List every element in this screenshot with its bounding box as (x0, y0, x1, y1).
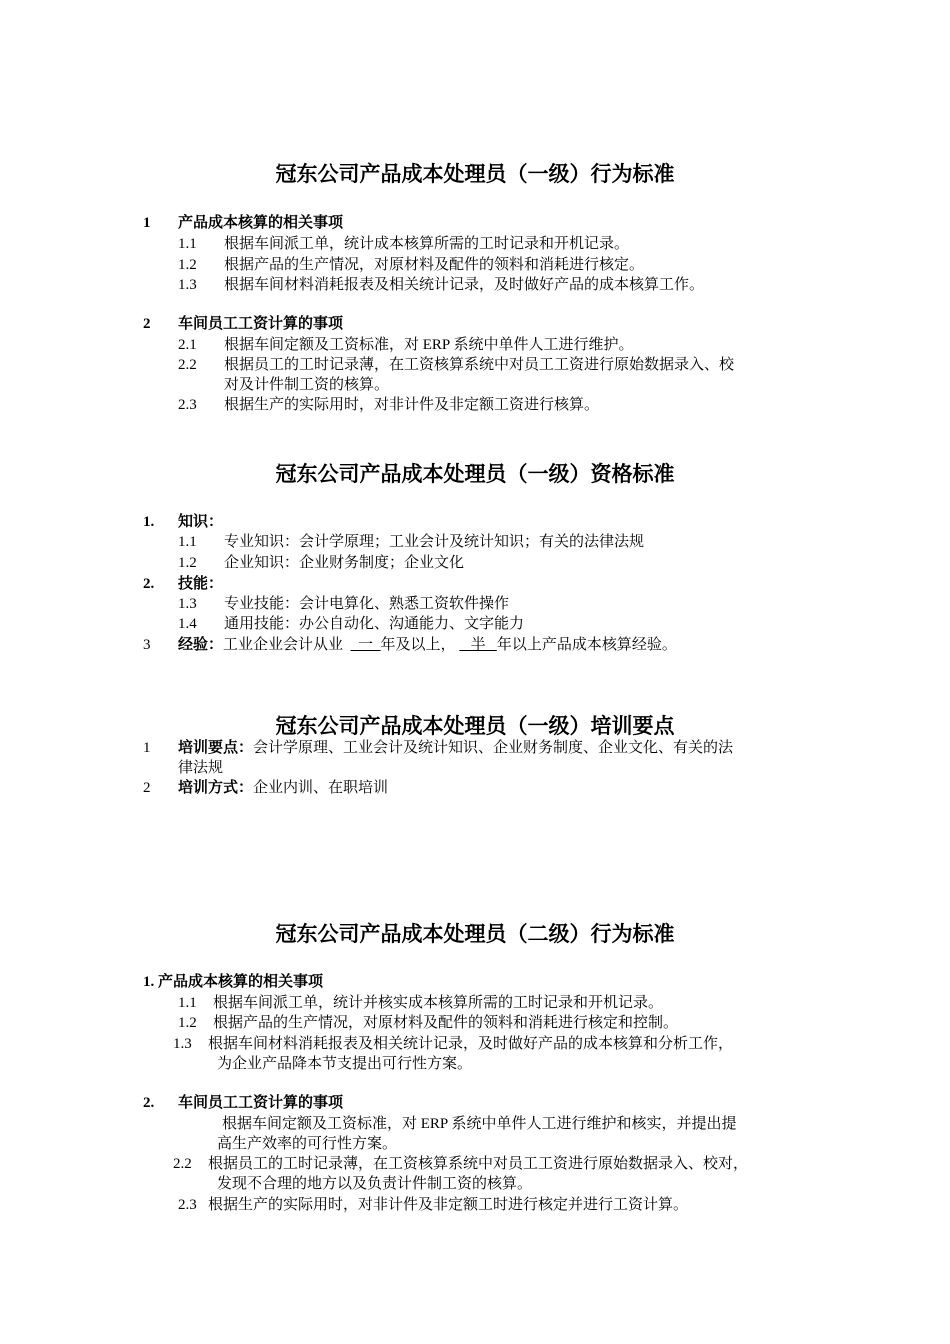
item-text: 根据车间派工单，统计并核实成本核算所需的工时记录和开机记录。 (213, 995, 664, 1011)
group-heading: 产品成本核算的相关事项 (158, 974, 324, 990)
item-number: 1.3 (178, 596, 197, 612)
item-text-continued: 发现不合理的地方以及负责计件制工资的核算。 (217, 1176, 533, 1192)
group-heading: 车间员工工资计算的事项 (178, 316, 344, 332)
group-number: 2. (143, 1095, 155, 1111)
item-number: 1.1 (178, 534, 197, 550)
item-text-continued: 高生产效率的可行性方案。 (217, 1136, 398, 1152)
item-text: 根据产品的生产情况，对原材料及配件的领料和消耗进行核定。 (224, 257, 645, 273)
item-number: 1.2 (178, 257, 197, 273)
section-title: 冠东公司产品成本处理员（一级）资格标准 (275, 462, 675, 486)
item-text: 根据生产的实际用时，对非计件及非定额工时进行核定并进行工资计算。 (208, 1197, 689, 1213)
group-number: 1 (143, 215, 151, 231)
experience-text-a: 工业企业会计从业 (223, 637, 344, 653)
experience-label: 经验： (178, 637, 224, 653)
item-text: 根据车间材料消耗报表及相关统计记录，及时做好产品的成本核算和分析工作， (208, 1036, 734, 1052)
item-text-continued: 为企业产品降本节支提出可行性方案。 (217, 1056, 473, 1072)
item-text: 根据生产的实际用时，对非计件及非定额工资进行核算。 (224, 397, 600, 413)
item-number: 1.4 (178, 616, 197, 632)
item-text: 根据员工的工时记录薄，在工资核算系统中对员工工资进行原始数据录入、校对， (208, 1156, 749, 1172)
experience-line (178, 635, 677, 655)
section-title: 冠东公司产品成本处理员（一级）培训要点 (275, 714, 675, 738)
item-number: 1 (143, 740, 151, 756)
group-number: 1. (143, 974, 155, 990)
item-number: 1.1 (178, 236, 197, 252)
section-title: 冠东公司产品成本处理员（一级）行为标准 (275, 162, 675, 186)
item-text: 根据车间材料消耗报表及相关统计记录，及时做好产品的成本核算工作。 (224, 277, 705, 293)
training-text-continued: 律法规 (178, 760, 224, 776)
training-line (178, 738, 733, 758)
training-text: 企业内训、在职培训 (253, 780, 389, 796)
item-number: 2.1 (178, 337, 197, 353)
group-number: 3 (143, 637, 151, 653)
item-text: 根据车间定额及工资标准，对 ERP 系统中单件人工进行维护。 (224, 337, 634, 353)
item-text: 根据车间派工单，统计成本核算所需的工时记录和开机记录。 (224, 236, 630, 252)
item-number: 2.2 (178, 357, 197, 373)
group-number: 2. (143, 576, 155, 592)
item-number: 2 (143, 780, 151, 796)
group-heading-line (143, 972, 323, 992)
experience-text-b: 年及以上， (380, 637, 456, 653)
item-number: 2.3 (178, 1197, 197, 1213)
item-number: 1.1 (178, 995, 197, 1011)
group-heading: 产品成本核算的相关事项 (178, 215, 344, 231)
item-text: 根据员工的工时记录薄，在工资核算系统中对员工工资进行原始数据录入、校 (224, 357, 735, 373)
training-label: 培训要点： (178, 740, 254, 756)
group-heading: 技能： (178, 576, 224, 592)
item-text: 企业知识：企业财务制度；企业文化 (224, 555, 465, 571)
group-heading: 知识： (178, 514, 224, 530)
item-number: 1.3 (173, 1036, 192, 1052)
item-text: 通用技能：办公自动化、沟通能力、文字能力 (224, 616, 525, 632)
item-text-continued: 对及计件制工资的核算。 (224, 377, 390, 393)
item-number: 1.2 (178, 555, 197, 571)
experience-blank-b: 半 (470, 637, 486, 653)
experience-text-c: 年以上产品成本核算经验。 (496, 637, 677, 653)
item-text: 专业技能：会计电算化、熟悉工资软件操作 (224, 596, 510, 612)
item-number: 2.3 (178, 397, 197, 413)
group-number: 2 (143, 316, 151, 332)
group-number: 1. (143, 514, 155, 530)
item-number: 2.2 (173, 1156, 192, 1172)
item-number: 1.3 (178, 277, 197, 293)
item-text: 根据产品的生产情况，对原材料及配件的领料和消耗进行核定和控制。 (213, 1015, 679, 1031)
item-text: 根据车间定额及工资标准，对 ERP 系统中单件人工进行维护和核实，并提出提 (222, 1116, 737, 1132)
section-title: 冠东公司产品成本处理员（二级）行为标准 (275, 922, 675, 946)
training-label: 培训方式： (178, 780, 254, 796)
experience-blank-a: 一 (358, 637, 374, 653)
group-heading: 车间员工工资计算的事项 (178, 1095, 344, 1111)
item-number: 1.2 (178, 1015, 197, 1031)
training-line (178, 778, 388, 798)
item-text: 专业知识：会计学原理；工业会计及统计知识；有关的法律法规 (224, 534, 645, 550)
training-text: 会计学原理、工业会计及统计知识、企业财务制度、企业文化、有关的法 (253, 740, 734, 756)
